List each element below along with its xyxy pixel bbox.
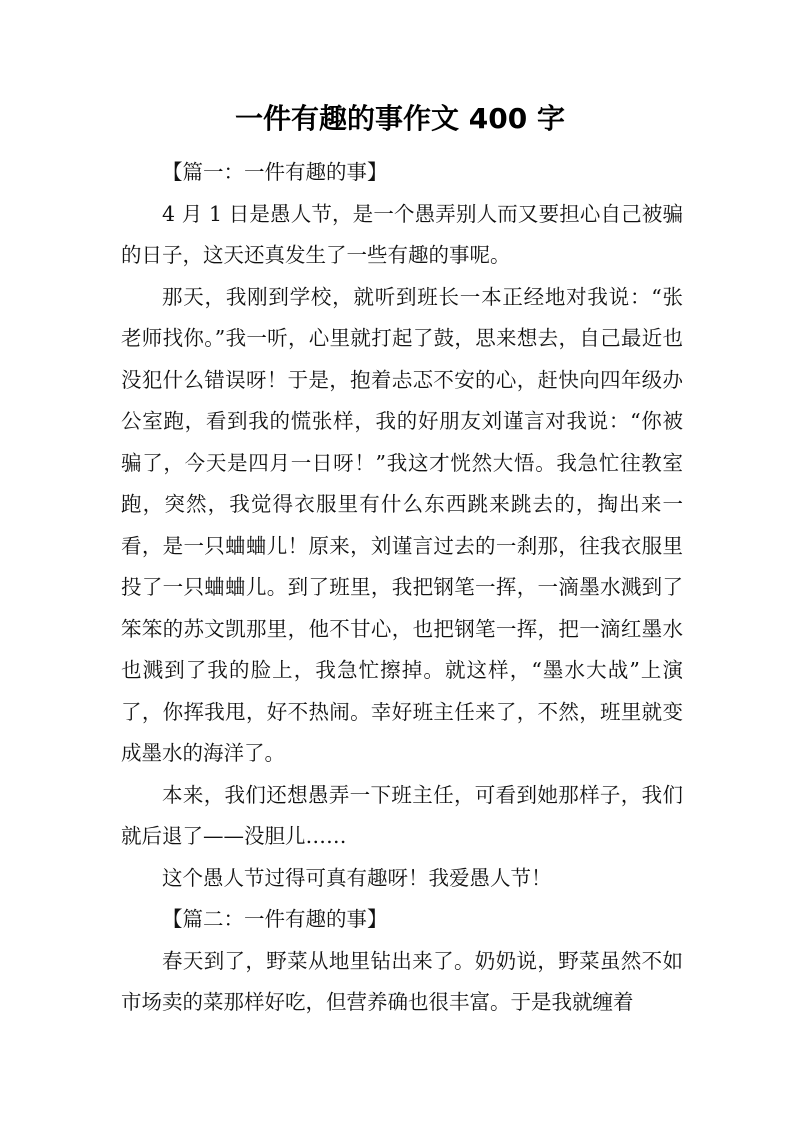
section-heading-2: 【篇二：一件有趣的事】: [162, 907, 388, 931]
section-heading-1: 【篇一：一件有趣的事】: [162, 160, 388, 184]
document-body: [121, 152, 683, 1024]
paragraph-3: 本来，我们还想愚弄一下班主任，可看到她那样子，我们就后退了——没胆儿……: [121, 782, 683, 848]
paragraph-4: 这个愚人节过得可真有趣呀！我爱愚人节！: [162, 865, 552, 890]
paragraph-5: 春天到了，野菜从地里钻出来了。奶奶说，野菜虽然不如市场卖的菜那样好吃，但营养确也很丰富。于是我就缠着: [121, 948, 683, 1014]
document-title: 一件有趣的事作文 400 字: [235, 102, 565, 135]
paragraph-1: 4 月 1 日是愚人节，是一个愚弄别人而又要担心自己被骗的日子，这天还真发生了一些有趣的事呢。: [121, 201, 683, 267]
paragraph-2: 那天，我刚到学校，就听到班长一本正经地对我说：“张老师找你。”我一听，心里就打起了鼓，思来想去，自己最近也没犯什么错误呀！于是，抱着忐忑不安的心，赶快向四年级办公室跑，看到我的慌张样，我的好朋友刘谨言对我说：“你被骗了，今天是四月一日呀！”我这才恍然大悟。我急忙往教室跑，突然，我觉得衣服里有什么东西跳来跳去的，掏出来一看，是一只蛐蛐儿！原来，刘谨言过去的一刹那，往我衣服里投了一只蛐蛐儿。到了班里，我把钢笔一挥，一滴墨水溅到了笨笨的苏文凯那里，他不甘心，也把钢笔一挥，把一滴红墨水也溅到了我的脸上，我急忙擦掉。就这样，“墨水大战”上演了，你挥我甩，好不热闹。幸好班主任来了，不然，班里就变成墨水的海洋了。: [121, 284, 683, 765]
